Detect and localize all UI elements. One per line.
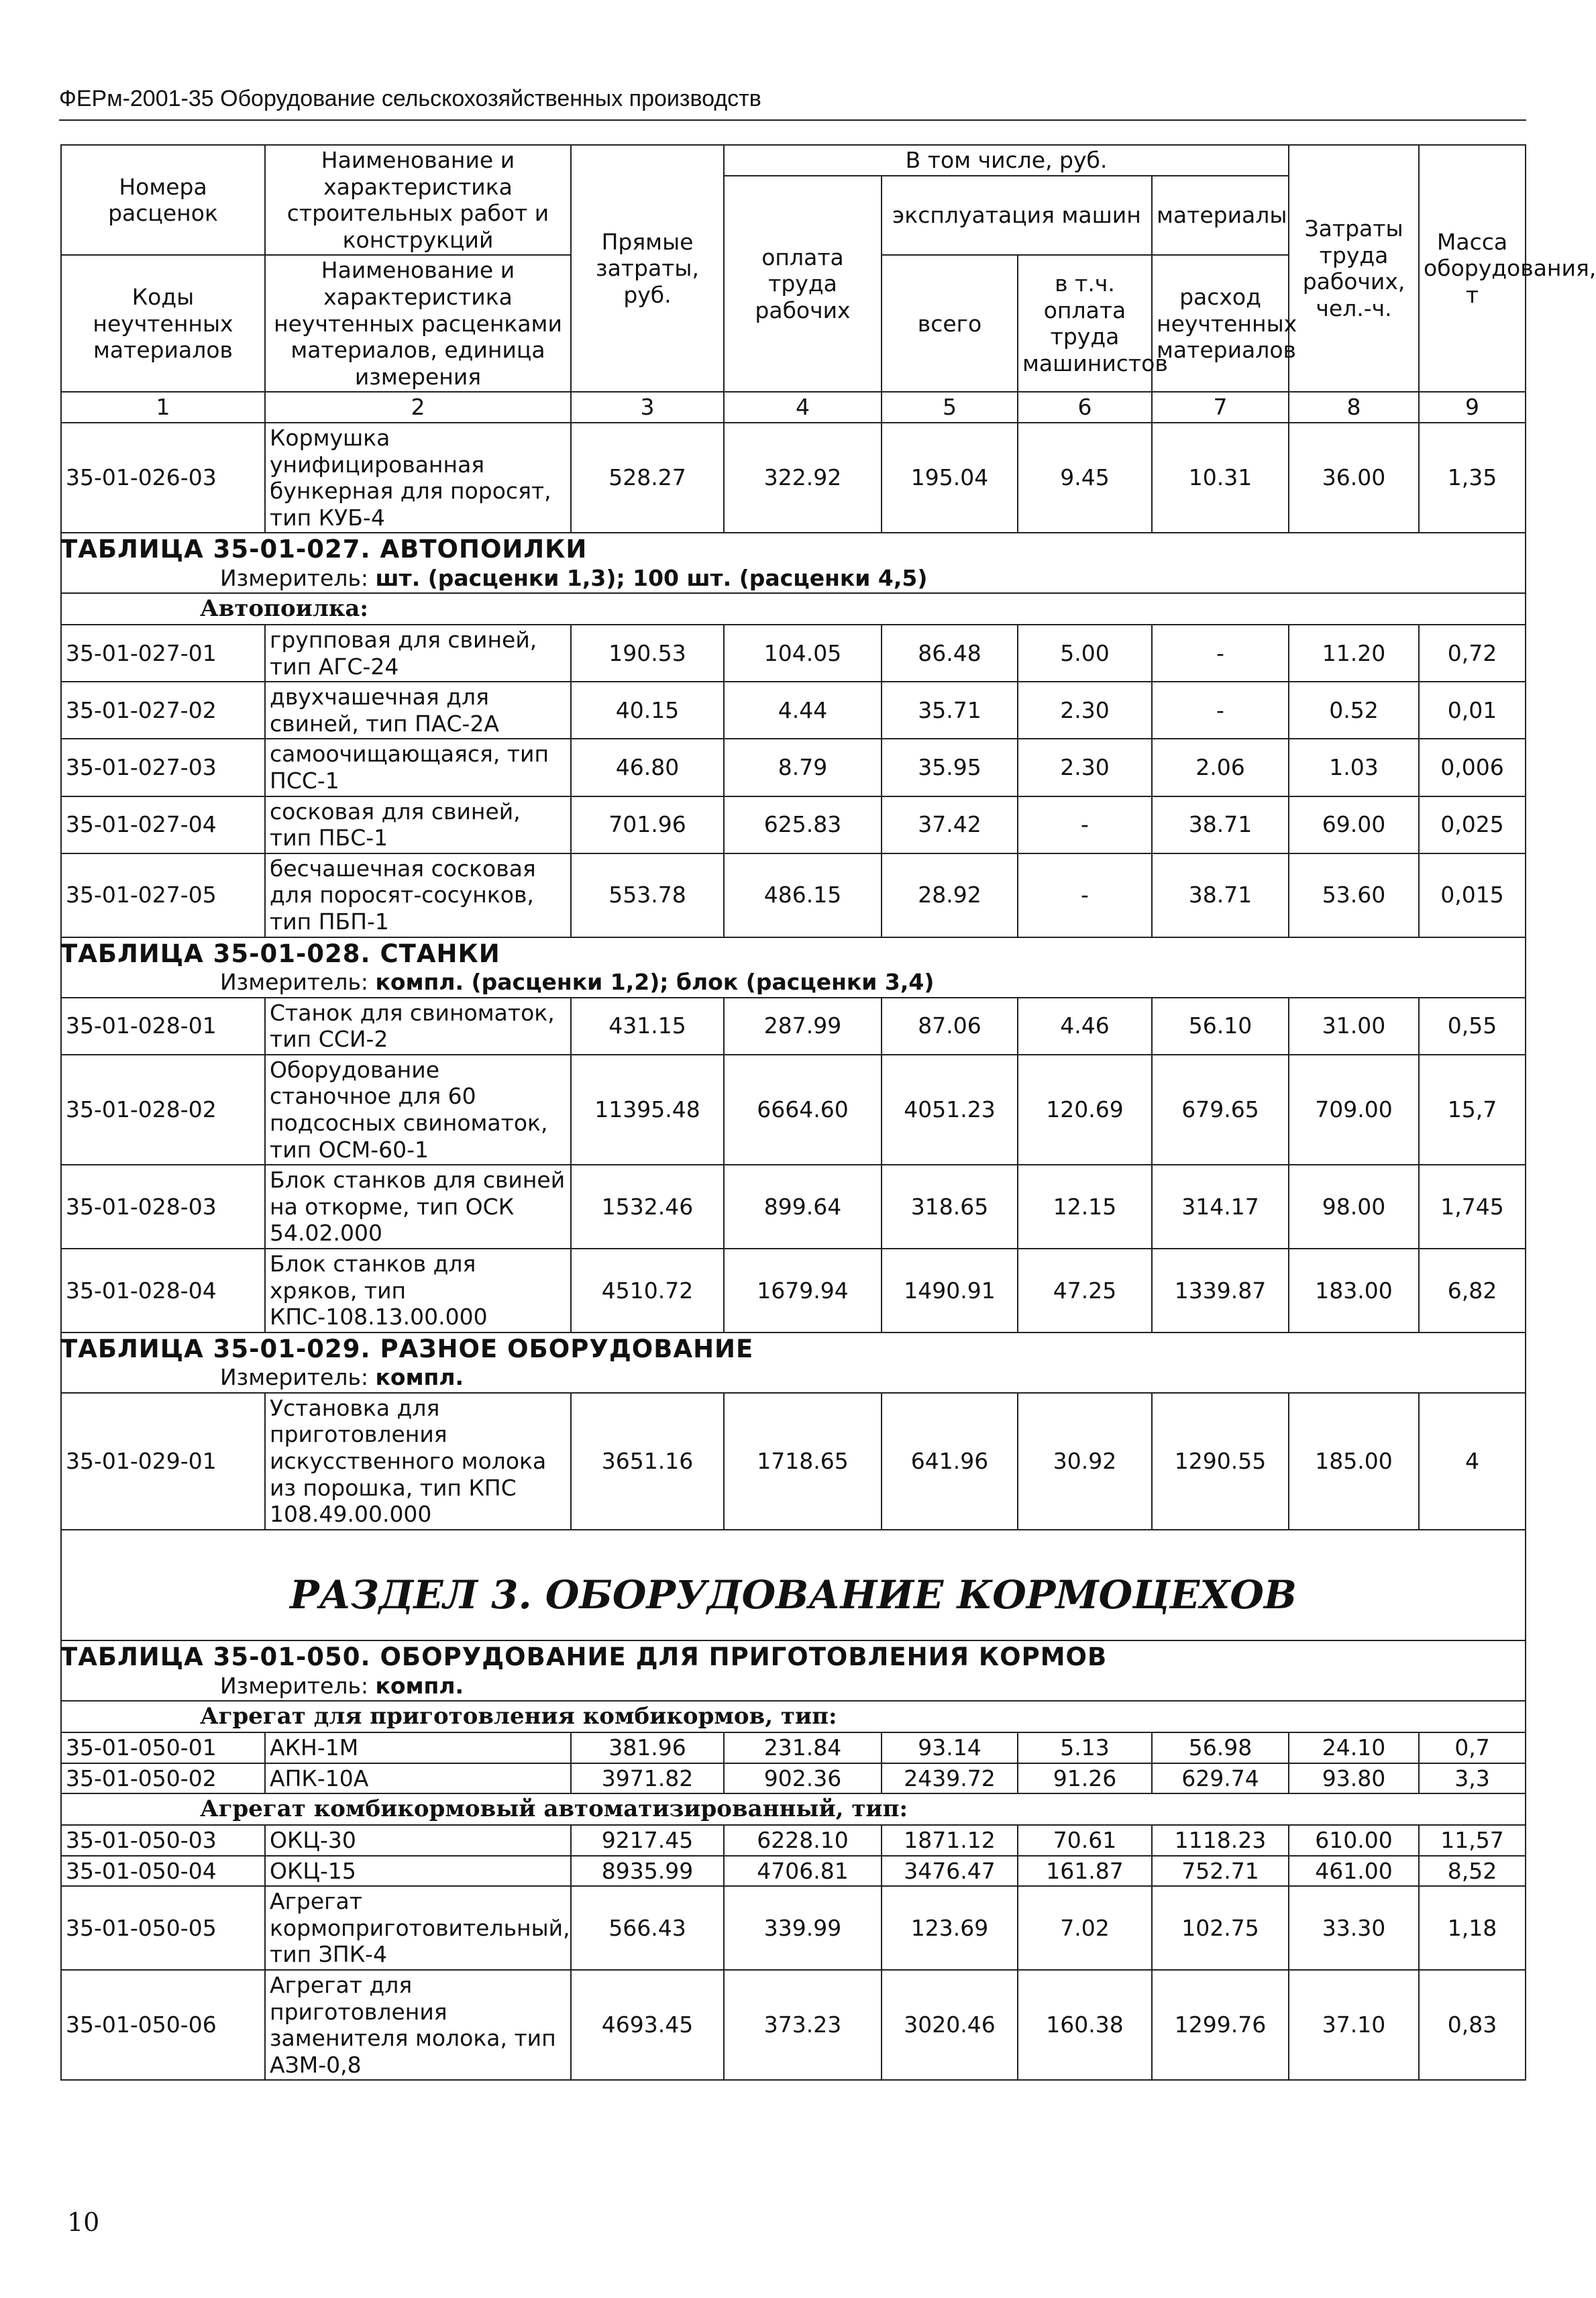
value-cell: 2439.72	[882, 1763, 1018, 1794]
measure-line	[66, 1673, 1521, 1700]
value-cell: 56.10	[1152, 998, 1289, 1055]
measure-line	[66, 969, 1521, 996]
value-cell: 287.99	[724, 998, 882, 1055]
value-cell: 11.20	[1289, 625, 1419, 682]
rate-code: 35-01-029-01	[61, 1393, 265, 1530]
value-cell: 183.00	[1289, 1249, 1419, 1333]
value-cell: -	[1018, 796, 1152, 853]
item-name: АКН-1М	[265, 1732, 571, 1763]
value-cell: 1118.23	[1152, 1825, 1289, 1856]
rate-code: 35-01-050-01	[61, 1732, 265, 1763]
value-cell: 70.61	[1018, 1825, 1152, 1856]
value-cell: -	[1152, 682, 1289, 739]
value-cell: 5.13	[1018, 1732, 1152, 1763]
item-name: двухчашечная для свиней, тип ПАС-2А	[265, 682, 571, 739]
value-cell: 69.00	[1289, 796, 1419, 853]
value-cell: 190.53	[571, 625, 724, 682]
value-cell: 3,3	[1419, 1763, 1526, 1794]
value-cell: 47.25	[1018, 1249, 1152, 1333]
page-header: ФЕРм-2001-35 Оборудование сельскохозяйственных производств	[59, 86, 761, 111]
item-name: Агрегат кормоприготовительный, тип ЗПК-4	[265, 1886, 571, 1970]
item-name: Станок для свиноматок, тип ССИ-2	[265, 998, 571, 1055]
item-name: Блок станков для хряков, тип КПС-108.13.00.000	[265, 1249, 571, 1333]
measure-label: Измеритель:	[220, 1672, 369, 1699]
table-row	[61, 1763, 1526, 1794]
value-cell: 102.75	[1152, 1886, 1289, 1970]
table-row	[61, 682, 1526, 739]
table-row	[61, 853, 1526, 937]
price-table	[60, 144, 1596, 2081]
rate-code: 35-01-027-02	[61, 682, 265, 739]
value-cell: 701.96	[571, 796, 724, 853]
item-name: Кормушка унифицированная бункерная для поросят, тип КУБ-4	[265, 423, 571, 533]
value-cell: 28.92	[882, 853, 1018, 937]
rate-code: 35-01-028-03	[61, 1165, 265, 1249]
group-label: Автопоилка:	[200, 595, 368, 623]
rate-code: 35-01-050-03	[61, 1825, 265, 1856]
rate-code: 35-01-050-04	[61, 1856, 265, 1887]
value-cell: 461.00	[1289, 1856, 1419, 1887]
value-cell: 0,72	[1419, 625, 1526, 682]
item-name: Агрегат для приготовления заменителя молока, тип АЗМ-0,8	[265, 1970, 571, 2080]
rate-code: 35-01-027-01	[61, 625, 265, 682]
col-codes-top: Номера расценок	[61, 145, 265, 255]
col-num: 2	[265, 392, 571, 423]
table-row	[61, 423, 1526, 533]
rate-code: 35-01-050-05	[61, 1886, 265, 1970]
value-cell: 10.31	[1152, 423, 1289, 533]
measure-line	[66, 1364, 1521, 1391]
value-cell: 1532.46	[571, 1165, 724, 1249]
value-cell: 6664.60	[724, 1055, 882, 1165]
value-cell: 381.96	[571, 1732, 724, 1763]
value-cell: 318.65	[882, 1165, 1018, 1249]
value-cell: 528.27	[571, 423, 724, 533]
rate-code: 35-01-028-01	[61, 998, 265, 1055]
value-cell: 629.74	[1152, 1763, 1289, 1794]
col-num: 4	[724, 392, 882, 423]
rate-code: 35-01-027-04	[61, 796, 265, 853]
value-cell: 1,745	[1419, 1165, 1526, 1249]
value-cell: 0,025	[1419, 796, 1526, 853]
value-cell: 123.69	[882, 1886, 1018, 1970]
value-cell: 486.15	[724, 853, 882, 937]
section-band	[61, 1530, 1526, 1641]
value-cell: 38.71	[1152, 853, 1289, 937]
measure-line	[66, 565, 1521, 592]
item-name: ОКЦ-30	[265, 1825, 571, 1856]
col-num: 1	[61, 392, 265, 423]
col-name-top: Наименование и характеристика строительных работ и конструкций	[265, 145, 571, 255]
value-cell: 610.00	[1289, 1825, 1419, 1856]
value-cell: 195.04	[882, 423, 1018, 533]
col-labor-pay: оплата труда рабочих	[724, 176, 882, 393]
value-cell: 0,006	[1419, 739, 1526, 796]
value-cell: 104.05	[724, 625, 882, 682]
table-row	[61, 1970, 1526, 2080]
measure-label: Измеритель:	[220, 1364, 369, 1391]
value-cell: 752.71	[1152, 1856, 1289, 1887]
value-cell: 11,57	[1419, 1825, 1526, 1856]
value-cell: 31.00	[1289, 998, 1419, 1055]
value-cell: 0,01	[1419, 682, 1526, 739]
item-name: АПК-10А	[265, 1763, 571, 1794]
table-row	[61, 1249, 1526, 1333]
measure-label: Измеритель:	[220, 969, 369, 996]
value-cell: 3476.47	[882, 1856, 1018, 1887]
value-cell: 2.06	[1152, 739, 1289, 796]
rate-code: 35-01-026-03	[61, 423, 265, 533]
value-cell: 0,015	[1419, 853, 1526, 937]
value-cell: 373.23	[724, 1970, 882, 2080]
value-cell: 87.06	[882, 998, 1018, 1055]
value-cell: 35.95	[882, 739, 1018, 796]
value-cell: 8935.99	[571, 1856, 724, 1887]
value-cell: 30.92	[1018, 1393, 1152, 1530]
rate-code: 35-01-050-02	[61, 1763, 265, 1794]
column-numbers-row	[61, 392, 1526, 423]
value-cell: 231.84	[724, 1732, 882, 1763]
value-cell: 185.00	[1289, 1393, 1419, 1530]
col-name-bottom: Наименование и характеристика неучтенных расценками материалов, единица измерения	[265, 255, 571, 392]
value-cell: 160.38	[1018, 1970, 1152, 2080]
group-label: Агрегат для приготовления комбикормов, тип:	[200, 1703, 837, 1730]
value-cell: 93.80	[1289, 1763, 1419, 1794]
value-cell: 98.00	[1289, 1165, 1419, 1249]
incl-header: В том числе, руб.	[724, 145, 1289, 176]
value-cell: 4	[1419, 1393, 1526, 1530]
value-cell: 3971.82	[571, 1763, 724, 1794]
col-machines-total: всего	[882, 255, 1018, 392]
table-row	[61, 1825, 1526, 1856]
measure-label: Измеритель:	[220, 564, 369, 591]
table-row	[61, 1856, 1526, 1887]
value-cell: 1,18	[1419, 1886, 1526, 1970]
value-cell: 5.00	[1018, 625, 1152, 682]
item-name: Оборудование станочное для 60 подсосных свиноматок, тип ОСМ-60-1	[265, 1055, 571, 1165]
table-title-band	[61, 1333, 1526, 1393]
value-cell: 322.92	[724, 423, 882, 533]
item-name: самоочищающаяся, тип ПСС-1	[265, 739, 571, 796]
table-row	[61, 1732, 1526, 1763]
group-label: Агрегат комбикормовый автоматизированный, тип:	[200, 1795, 908, 1823]
machines-header: эксплуатация машин	[882, 176, 1152, 256]
header-row-1	[61, 145, 1526, 176]
value-cell: 1339.87	[1152, 1249, 1289, 1333]
table-title: ТАБЛИЦА 35-01-028. СТАНКИ	[60, 939, 500, 968]
value-cell: 15,7	[1419, 1055, 1526, 1165]
col-num: 6	[1018, 392, 1152, 423]
value-cell: 56.98	[1152, 1732, 1289, 1763]
table-title: ТАБЛИЦА 35-01-029. РАЗНОЕ ОБОРУДОВАНИЕ	[60, 1334, 754, 1363]
value-cell: 339.99	[724, 1886, 882, 1970]
value-cell: 4693.45	[571, 1970, 724, 2080]
value-cell: 431.15	[571, 998, 724, 1055]
value-cell: 1490.91	[882, 1249, 1018, 1333]
rate-code: 35-01-028-02	[61, 1055, 265, 1165]
value-cell: 9.45	[1018, 423, 1152, 533]
value-cell: 4510.72	[571, 1249, 724, 1333]
col-num: 5	[882, 392, 1018, 423]
value-cell: 0,55	[1419, 998, 1526, 1055]
value-cell: 4051.23	[882, 1055, 1018, 1165]
value-cell: 0.52	[1289, 682, 1419, 739]
value-cell: 36.00	[1289, 423, 1419, 533]
value-cell: 899.64	[724, 1165, 882, 1249]
col-mass: Масса оборудования, т	[1419, 145, 1526, 392]
col-num: 9	[1419, 392, 1526, 423]
value-cell: 91.26	[1018, 1763, 1152, 1794]
measure-value: компл.	[375, 1672, 464, 1699]
value-cell: 9217.45	[571, 1825, 724, 1856]
table-row	[61, 625, 1526, 682]
item-name: Установка для приготовления искусственного молока из порошка, тип КПС 108.49.00.000	[265, 1393, 571, 1530]
group-band	[61, 1701, 1526, 1732]
item-name: Блок станков для свиней на откорме, тип ОСК 54.02.000	[265, 1165, 571, 1249]
value-cell: 0,83	[1419, 1970, 1526, 2080]
value-cell: 38.71	[1152, 796, 1289, 853]
value-cell: 8,52	[1419, 1856, 1526, 1887]
table-title-band	[61, 533, 1526, 593]
value-cell: 46.80	[571, 739, 724, 796]
value-cell: 1679.94	[724, 1249, 882, 1333]
value-cell: 6,82	[1419, 1249, 1526, 1333]
group-band	[61, 1793, 1526, 1825]
table-row	[61, 998, 1526, 1055]
page-number: 10	[67, 2207, 100, 2237]
value-cell: 35.71	[882, 682, 1018, 739]
table-title: ТАБЛИЦА 35-01-027. АВТОПОИЛКИ	[60, 535, 588, 564]
value-cell: 86.48	[882, 625, 1018, 682]
value-cell: 1.03	[1289, 739, 1419, 796]
value-cell: 625.83	[724, 796, 882, 853]
value-cell: 53.60	[1289, 853, 1419, 937]
value-cell: 93.14	[882, 1732, 1018, 1763]
table-row	[61, 1393, 1526, 1530]
value-cell: 0,7	[1419, 1732, 1526, 1763]
value-cell: 4.44	[724, 682, 882, 739]
rate-code: 35-01-027-05	[61, 853, 265, 937]
value-cell: 8.79	[724, 739, 882, 796]
table-row	[61, 1055, 1526, 1165]
section-title: РАЗДЕЛ 3. ОБОРУДОВАНИЕ КОРМОЦЕХОВ	[290, 1571, 1297, 1618]
value-cell: 2.30	[1018, 682, 1152, 739]
value-cell: 7.02	[1018, 1886, 1152, 1970]
value-cell: 37.42	[882, 796, 1018, 853]
value-cell: -	[1018, 853, 1152, 937]
col-direct: Прямые затраты, руб.	[571, 145, 724, 392]
col-machines-pay: в т.ч. оплата труда машинистов	[1018, 255, 1152, 392]
value-cell: 3020.46	[882, 1970, 1018, 2080]
col-labor: Затраты труда рабочих, чел.-ч.	[1289, 145, 1419, 392]
col-codes-bottom: Коды неучтенных материалов	[61, 255, 265, 392]
value-cell: 1299.76	[1152, 1970, 1289, 2080]
table-row	[61, 1886, 1526, 1970]
measure-value: шт. (расценки 1,3); 100 шт. (расценки 4,5)	[375, 564, 928, 591]
col-num: 8	[1289, 392, 1419, 423]
rate-code: 35-01-027-03	[61, 739, 265, 796]
item-name: групповая для свиней, тип АГС-24	[265, 625, 571, 682]
value-cell: 314.17	[1152, 1165, 1289, 1249]
value-cell: 6228.10	[724, 1825, 882, 1856]
col-num: 3	[571, 392, 724, 423]
table-title: ТАБЛИЦА 35-01-050. ОБОРУДОВАНИЕ ДЛЯ ПРИГОТОВЛЕНИЯ КОРМОВ	[60, 1642, 1108, 1672]
header-rule	[59, 119, 1526, 121]
value-cell: 641.96	[882, 1393, 1018, 1530]
value-cell: 11395.48	[571, 1055, 724, 1165]
item-name: сосковая для свиней, тип ПБС-1	[265, 796, 571, 853]
table-row	[61, 796, 1526, 853]
value-cell: 37.10	[1289, 1970, 1419, 2080]
group-band	[61, 593, 1526, 625]
value-cell: 12.15	[1018, 1165, 1152, 1249]
item-name: бесчашечная сосковая для поросят-сосунков, тип ПБП-1	[265, 853, 571, 937]
value-cell: 4706.81	[724, 1856, 882, 1887]
value-cell: 161.87	[1018, 1856, 1152, 1887]
value-cell: 1871.12	[882, 1825, 1018, 1856]
rate-code: 35-01-028-04	[61, 1249, 265, 1333]
value-cell: 1290.55	[1152, 1393, 1289, 1530]
value-cell: 902.36	[724, 1763, 882, 1794]
value-cell: 1,35	[1419, 423, 1526, 533]
value-cell: 40.15	[571, 682, 724, 739]
value-cell: 1718.65	[724, 1393, 882, 1530]
value-cell: 566.43	[571, 1886, 724, 1970]
value-cell: 553.78	[571, 853, 724, 937]
value-cell: 709.00	[1289, 1055, 1419, 1165]
value-cell: 4.46	[1018, 998, 1152, 1055]
value-cell: -	[1152, 625, 1289, 682]
rate-code: 35-01-050-06	[61, 1970, 265, 2080]
value-cell: 3651.16	[571, 1393, 724, 1530]
table-row	[61, 1165, 1526, 1249]
col-num: 7	[1152, 392, 1289, 423]
item-name: ОКЦ-15	[265, 1856, 571, 1887]
measure-value: компл. (расценки 1,2); блок (расценки 3,4)	[375, 969, 935, 996]
value-cell: 679.65	[1152, 1055, 1289, 1165]
value-cell: 2.30	[1018, 739, 1152, 796]
measure-value: компл.	[375, 1364, 464, 1391]
value-cell: 120.69	[1018, 1055, 1152, 1165]
value-cell: 33.30	[1289, 1886, 1419, 1970]
value-cell: 24.10	[1289, 1732, 1419, 1763]
materials-header: материалы	[1152, 176, 1289, 256]
table-title-band	[61, 1640, 1526, 1701]
col-materials: расход неучтенных материалов	[1152, 255, 1289, 392]
table-row	[61, 739, 1526, 796]
table-title-band	[61, 937, 1526, 998]
